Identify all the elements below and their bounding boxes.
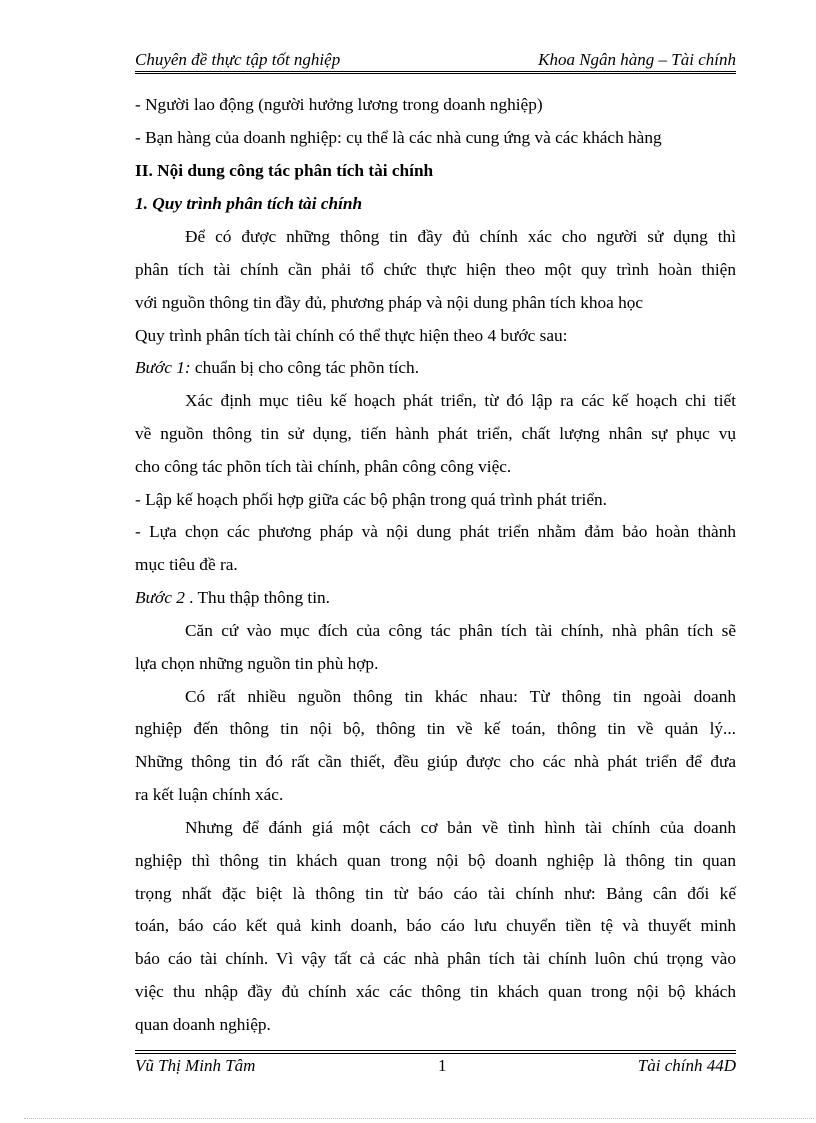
text-line: trọng nhất đặc biệt là thông tin từ báo cáo tài chính như: Bảng cân đối kế <box>135 884 736 903</box>
text-line: báo cáo tài chính. Vì vậy tất cả các nhà phân tích tài chính luôn chú trọng vào <box>135 949 736 968</box>
step-label: Bước 2 <box>135 588 185 607</box>
step-line <box>135 586 330 610</box>
header-rule <box>135 71 736 74</box>
text-line: quan doanh nghiệp. <box>135 1015 271 1034</box>
text-line: - Bạn hàng của doanh nghiệp: cụ thể là các nhà cung ứng và các khách hàng <box>135 128 662 147</box>
page-footer <box>135 1056 736 1078</box>
text-line: cho công tác phõn tích tài chính, phân công công việc. <box>135 457 512 476</box>
step-text: chuẩn bị cho công tác phõn tích. <box>190 358 420 377</box>
text-line: toán, báo cáo kết quả kinh doanh, báo cáo lưu chuyển tiền tệ và thuyết minh <box>135 916 736 935</box>
text-line: - Lập kế hoạch phối hợp giữa các bộ phận trong quá trình phát triển. <box>135 490 607 509</box>
page-break-line <box>24 1118 814 1119</box>
header-title: Chuyên đề thực tập tốt nghiệp <box>135 50 341 69</box>
text-line: Những thông tin đó rất cần thiết, đều giúp được cho các nhà phát triển để đưa <box>135 752 736 771</box>
subsection-heading: 1. Quy trình phân tích tài chính <box>135 194 363 213</box>
text-line: lựa chọn những nguồn tin phù hợp. <box>135 654 379 673</box>
text-line: Có rất nhiều nguồn thông tin khác nhau: Từ thông tin ngoài doanh <box>185 687 736 706</box>
page-header <box>135 50 736 72</box>
text-line: nghiệp đến thông tin nội bộ, thông tin về kế toán, thông tin về quản lý... <box>135 719 736 738</box>
text-line: ra kết luận chính xác. <box>135 785 284 804</box>
text-line: - Người lao động (người hưởng lương trong doanh nghiệp) <box>135 95 543 114</box>
text-line: phân tích tài chính cần phải tổ chức thực hiện theo một quy trình hoàn thiện <box>135 260 736 279</box>
section-heading: II. Nội dung công tác phân tích tài chính <box>135 161 434 180</box>
footer-author: Vũ Thị Minh Tâm <box>135 1056 256 1075</box>
text-line: Xác định mục tiêu kế hoạch phát triển, từ đó lập ra các kế hoạch chi tiết <box>185 391 736 410</box>
text-line: mục tiêu đề ra. <box>135 555 238 574</box>
step-line <box>135 356 419 380</box>
step-text: . Thu thập thông tin. <box>184 588 330 607</box>
footer-rule <box>135 1050 736 1054</box>
text-line: Căn cứ vào mục đích của công tác phân tích tài chính, nhà phân tích sẽ <box>185 621 736 640</box>
text-line: Để có được những thông tin đầy đủ chính xác cho người sử dụng thì <box>185 227 736 246</box>
text-line: - Lựa chọn các phương pháp và nội dung phát triển nhằm đảm bảo hoàn thành <box>135 522 736 541</box>
text-line: Quy trình phân tích tài chính có thể thực hiện theo 4 bước sau: <box>135 326 568 345</box>
text-line: việc thu nhập đầy đủ chính xác các thông tin khách quan trong nội bộ khách <box>135 982 736 1001</box>
text-line: về nguồn thông tin sử dụng, tiến hành phát triển, chất lượng nhân sự phục vụ <box>135 424 736 443</box>
text-line: nghiệp thì thông tin khách quan trong nội bộ doanh nghiệp là thông tin quan <box>135 851 736 870</box>
text-line: Nhưng để đánh giá một cách cơ bản về tình hình tài chính của doanh <box>185 818 736 837</box>
footer-class: Tài chính 44D <box>637 1056 736 1075</box>
header-department: Khoa Ngân hàng – Tài chính <box>538 50 736 69</box>
text-line: với nguồn thông tin đầy đủ, phương pháp và nội dung phân tích khoa học <box>135 293 644 312</box>
page-number: 1 <box>438 1056 447 1075</box>
step-label: Bước 1: <box>135 358 191 377</box>
